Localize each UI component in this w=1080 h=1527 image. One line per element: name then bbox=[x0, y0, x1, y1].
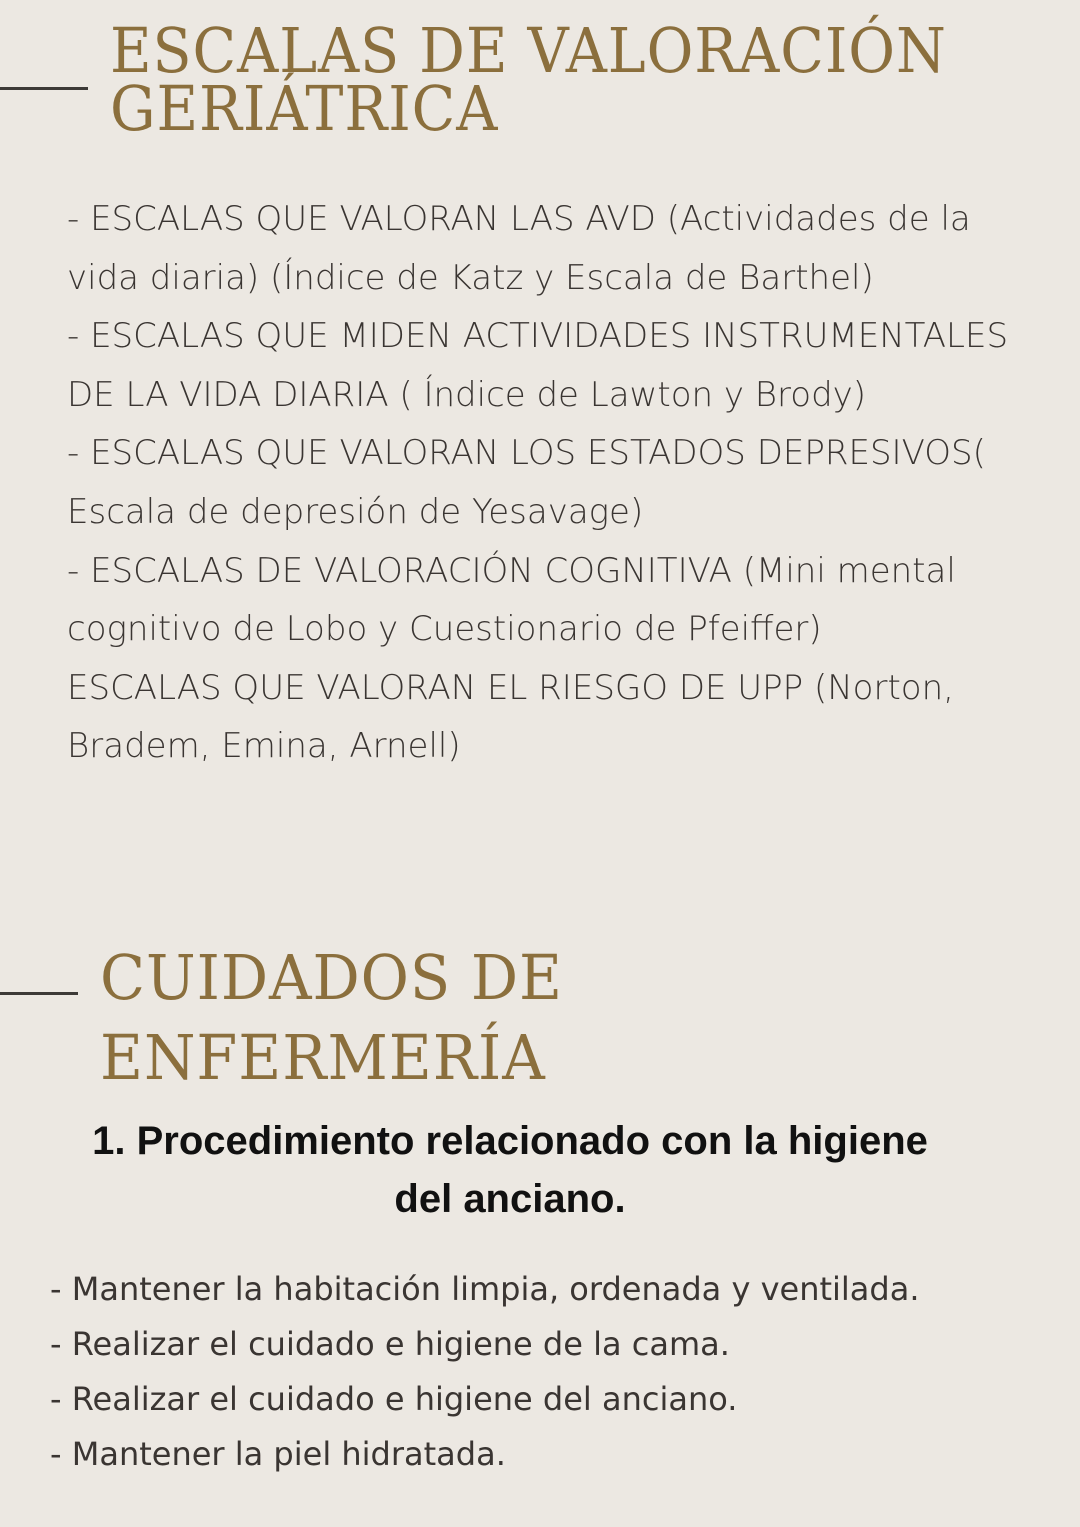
list-item: - Mantener la piel hidratada. bbox=[50, 1435, 506, 1473]
scale-item: ESCALAS QUE VALORAN EL RIESGO DE UPP (Norton, Bradem, Emina, Arnell) bbox=[67, 667, 954, 767]
heading-rule-1 bbox=[0, 87, 88, 90]
section-title-cuidados: CUIDADOS DE ENFERMERÍA bbox=[100, 941, 563, 1094]
list-item: - Realizar el cuidado e higiene del anciano. bbox=[50, 1380, 738, 1418]
section-title-escalas bbox=[110, 14, 993, 145]
procedure-heading-line-1: 1. Procedimiento relacionado con la higiene bbox=[92, 1119, 928, 1163]
list-item: - Realizar el cuidado e higiene de la cama. bbox=[50, 1325, 730, 1363]
scale-item: - ESCALAS QUE VALORAN LAS AVD (Actividades de la vida diaria) (Índice de Katz y Escala de Barthel) bbox=[67, 199, 971, 298]
section-title-line-2: GERIÁTRICA bbox=[110, 72, 499, 145]
scales-list bbox=[67, 190, 1052, 776]
scale-item: - ESCALAS QUE VALORAN LOS ESTADOS DEPRESIVOS( Escala de depresión de Yesavage) bbox=[67, 433, 986, 532]
list-item: - Mantener la habitación limpia, ordenada y ventilada. bbox=[50, 1270, 920, 1308]
scale-item: - ESCALAS QUE MIDEN ACTIVIDADES INSTRUMENTALES DE LA VIDA DIARIA ( Índice de Lawton y Brody) bbox=[67, 316, 1009, 415]
care-list bbox=[50, 1262, 1050, 1482]
section-title-line-1: ESCALAS DE VALORACIÓN bbox=[110, 14, 947, 87]
scale-item: - ESCALAS DE VALORACIÓN COGNITIVA (Mini mental cognitivo de Lobo y Cuestionario de Pfeiffer) bbox=[67, 550, 956, 650]
procedure-heading-line-2: del anciano. bbox=[394, 1177, 626, 1221]
procedure-heading bbox=[30, 1112, 990, 1228]
heading-rule-2 bbox=[0, 992, 78, 995]
